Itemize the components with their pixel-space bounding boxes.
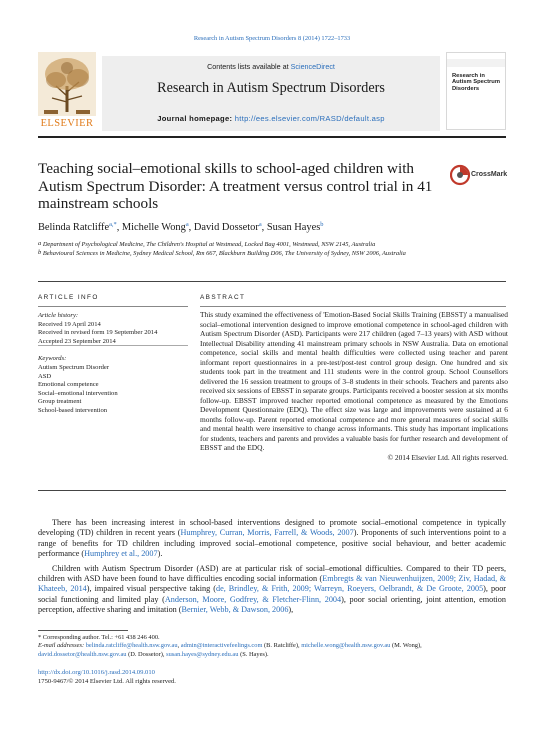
cover-band xyxy=(447,59,505,67)
email-list xyxy=(38,642,422,657)
author-affiliation-marker[interactable]: b xyxy=(320,221,324,228)
text-run: ). xyxy=(157,549,163,559)
text-run: There has been increasing interest in school-based interventions designed to promote social–emotional competence in typically developing (TD) children in recent years ( xyxy=(38,518,506,538)
history-label: Article history: xyxy=(38,312,79,319)
citation-link[interactable]: Embregts & van Nieuwenhuijzen, 2009; Ziv, Hadad, & Khateeb, 2014 xyxy=(38,574,506,594)
homepage-link[interactable]: http://ees.elsevier.com/RASD/default.asp xyxy=(234,114,385,123)
email-addresses xyxy=(38,642,506,659)
crossmark-badge[interactable] xyxy=(450,164,510,186)
history-item: Received 19 April 2014 xyxy=(38,320,101,328)
journal-cover-thumbnail[interactable] xyxy=(446,52,506,130)
keywords-divider xyxy=(38,345,188,346)
history-item: Received in revised form 19 September 2014 xyxy=(38,329,158,337)
text-run: ), poor social orienting, joint attention, emotion perception, affective sharing and imitation ( xyxy=(38,594,506,615)
text-run: (B. Ratcliffe), xyxy=(262,642,302,650)
citation-link[interactable]: Humphrey, Curran, Morris, Farrell, & Woods, 2007 xyxy=(180,528,354,538)
publisher-wordmark: ELSEVIER xyxy=(40,118,94,129)
doi-block xyxy=(38,668,506,686)
text-run: , xyxy=(177,642,181,650)
footnotes xyxy=(38,634,506,659)
text-run: ), poor social functioning and limited play ( xyxy=(38,584,507,604)
crossmark-label: CrossMark xyxy=(471,171,508,178)
corresponding-author-note: * Corresponding author. Tel.: +61 438 246 400. xyxy=(38,634,160,641)
abstract-heading: ABSTRACT xyxy=(200,294,246,301)
footnote-divider xyxy=(38,630,128,631)
affiliation-item xyxy=(38,241,506,250)
author-name[interactable]: Michelle Wong xyxy=(121,222,186,233)
abstract-copyright: © 2014 Elsevier Ltd. All rights reserved. xyxy=(387,452,508,462)
author-name[interactable]: David Dossetor xyxy=(193,222,259,233)
abstract-bottom-divider xyxy=(38,490,506,491)
sciencedirect-link[interactable]: ScienceDirect xyxy=(290,62,335,71)
author-affiliation-marker[interactable]: a xyxy=(185,221,189,228)
abstract xyxy=(200,310,508,462)
keywords xyxy=(38,355,190,415)
journal-reference[interactable]: Research in Autism Spectrum Disorders 8 (2014) 1722–1733 xyxy=(193,35,351,42)
journal-masthead xyxy=(102,56,440,131)
crossmark-icon xyxy=(450,164,470,186)
affiliation-text: Department of Psychological Medicine, The Children's Hospital at Westmead, Locked Bag 4001, Westmead, NSW 2145, Australia xyxy=(42,241,376,248)
text-run: ), xyxy=(288,605,294,615)
text-run: Children with Autism Spectrum Disorder (ASD) are at particular risk of social–emotional difficulties. Compared to their TD peers, children with ASD have been found to have difficulties encoding social information ( xyxy=(38,563,506,584)
citation-link[interactable]: Bernier, Webb, & Dawson, 2006 xyxy=(181,605,289,615)
abstract-divider xyxy=(200,306,506,307)
citation-link[interactable]: michelle.wong@health.nsw.gov.au xyxy=(301,642,391,650)
text-run: (M. Wong), xyxy=(390,642,422,650)
cover-title: Research in Autism Spectrum Disorders xyxy=(452,73,500,92)
keyword: Emotional competence xyxy=(38,381,99,389)
citation-link[interactable]: susan.hayes@sydney.edu.au xyxy=(166,650,239,658)
masthead-divider xyxy=(38,136,506,138)
author-name[interactable]: Susan Hayes xyxy=(266,222,321,233)
body-text xyxy=(38,518,506,616)
affiliation-divider xyxy=(38,281,506,282)
article-title: Teaching social–emotional skills to school-aged children with Autism Spectrum Disorder: A treatment versus control trial in 41 mainstream schools xyxy=(38,160,433,213)
abstract-text: This study examined the effectiveness of 'Emotion-Based Social Skills Training (EBSST)' a manualised social–emotional intervention designed to improve emotional competence in school-aged children with Autism Spectrum Disorder (ASD). Participants were 217 children (aged 7–13 years) with ASD without Intellectual Disability attending 41 mainstream primary schools in NSW Australia. Data on emotional competence, social skills and mental health difficulties were collected using teacher and parent informant report questionnaires in a pre-test/post-test control group design. One hundred and six students took part in the treatment and 111 students were in the control group. School Counsellors delivered the 16 session treatment to groups of 3–8 students in their schools. Teachers and parents also received six sessions of EBSST in separate groups. Participants received a booster session at six months follow-up. EBSST improved teacher reported emotional competence as measured by the Emotions Development Questionnaire (EDQ). The effect size was large and improvements were sustained at 6 months follow-up. Parent reported emotional competence and more general measures of social skills and mental health were insensitive to change across informants. This study has important implications for students, teachers and parents and provides a valuable basis for further research and development of EBSST and the EDQ. xyxy=(200,310,508,452)
journal-name: Research in Autism Spectrum Disorders xyxy=(157,80,385,96)
contents-line xyxy=(102,62,440,71)
keyword: School-based intervention xyxy=(38,406,108,414)
keyword: ASD xyxy=(38,372,52,380)
author-affiliation-marker[interactable]: a,* xyxy=(109,221,117,228)
text-run: (S. Hayes). xyxy=(238,650,269,658)
contents-prefix: Contents lists available at xyxy=(207,62,291,71)
doi-link[interactable]: http://dx.doi.org/10.1016/j.rasd.2014.09.010 xyxy=(38,669,155,676)
body-paragraph xyxy=(38,518,506,560)
elsevier-tree-logo xyxy=(38,52,96,130)
author-affiliation-marker[interactable]: a xyxy=(258,221,262,228)
affiliation-marker: a xyxy=(38,240,42,247)
email-label: E-mail addresses: xyxy=(38,642,86,650)
text-run: ), impaired visual perspective taking ( xyxy=(86,584,216,594)
article-info-divider xyxy=(38,306,188,307)
article-info xyxy=(38,312,190,416)
homepage-line xyxy=(102,114,440,123)
citation-link[interactable]: belinda.ratcliffe@health.nsw.gov.au xyxy=(85,642,178,650)
author-name[interactable]: Belinda Ratcliffe xyxy=(38,222,110,233)
keyword: Autism Spectrum Disorder xyxy=(38,363,110,371)
history-item: Accepted 23 September 2014 xyxy=(38,337,116,345)
affiliation-item xyxy=(38,250,506,259)
keyword: Group treatment xyxy=(38,398,82,406)
keywords-label: Keywords: xyxy=(38,355,67,363)
issn-line: 1750-9467/© 2014 Elsevier Ltd. All rights reserved. xyxy=(38,678,176,685)
citation-link[interactable]: Humphrey et al., 2007 xyxy=(84,549,158,559)
text-run: (D. Dossetor), xyxy=(126,650,167,658)
citation-link[interactable]: de, Brindley, & Frith, 2009; Warreyn, Roeyers, Oelbrandt, & De Groote, 2005 xyxy=(215,584,484,594)
citation-link[interactable]: david.dossetor@health.nsw.gov.au xyxy=(38,650,127,658)
text-run: ). Proponents of such interventions point to a range of benefits for TD children including improved social–emotional competence, positive social behaviour, and better academic performance ( xyxy=(38,528,507,559)
affiliation-text: Behavioural Sciences in Medicine, Sydney Medical School, Rm 667, Blackburn Building D06, The University of Sydney, NSW 2006, Australia xyxy=(42,249,406,257)
affiliations xyxy=(38,241,506,258)
affiliation-marker: b xyxy=(38,248,42,256)
citation-link[interactable]: admin@interactivefeelings.com xyxy=(180,642,263,650)
author-list: Belinda Ratcliffe$^{a,*}$, Michelle Wong$^a$, David Dossetor$^a$, Susan Hayes$^b$ xyxy=(38,221,324,233)
article-info-heading: ARTICLE INFO xyxy=(38,294,99,301)
citation-link[interactable]: Anderson, Moore, Godfrey, & Fletcher-Flinn, 2004 xyxy=(164,594,342,604)
homepage-label: Journal homepage: xyxy=(157,114,235,123)
body-paragraph xyxy=(38,564,506,616)
keyword: Social–emotional intervention xyxy=(38,389,118,397)
